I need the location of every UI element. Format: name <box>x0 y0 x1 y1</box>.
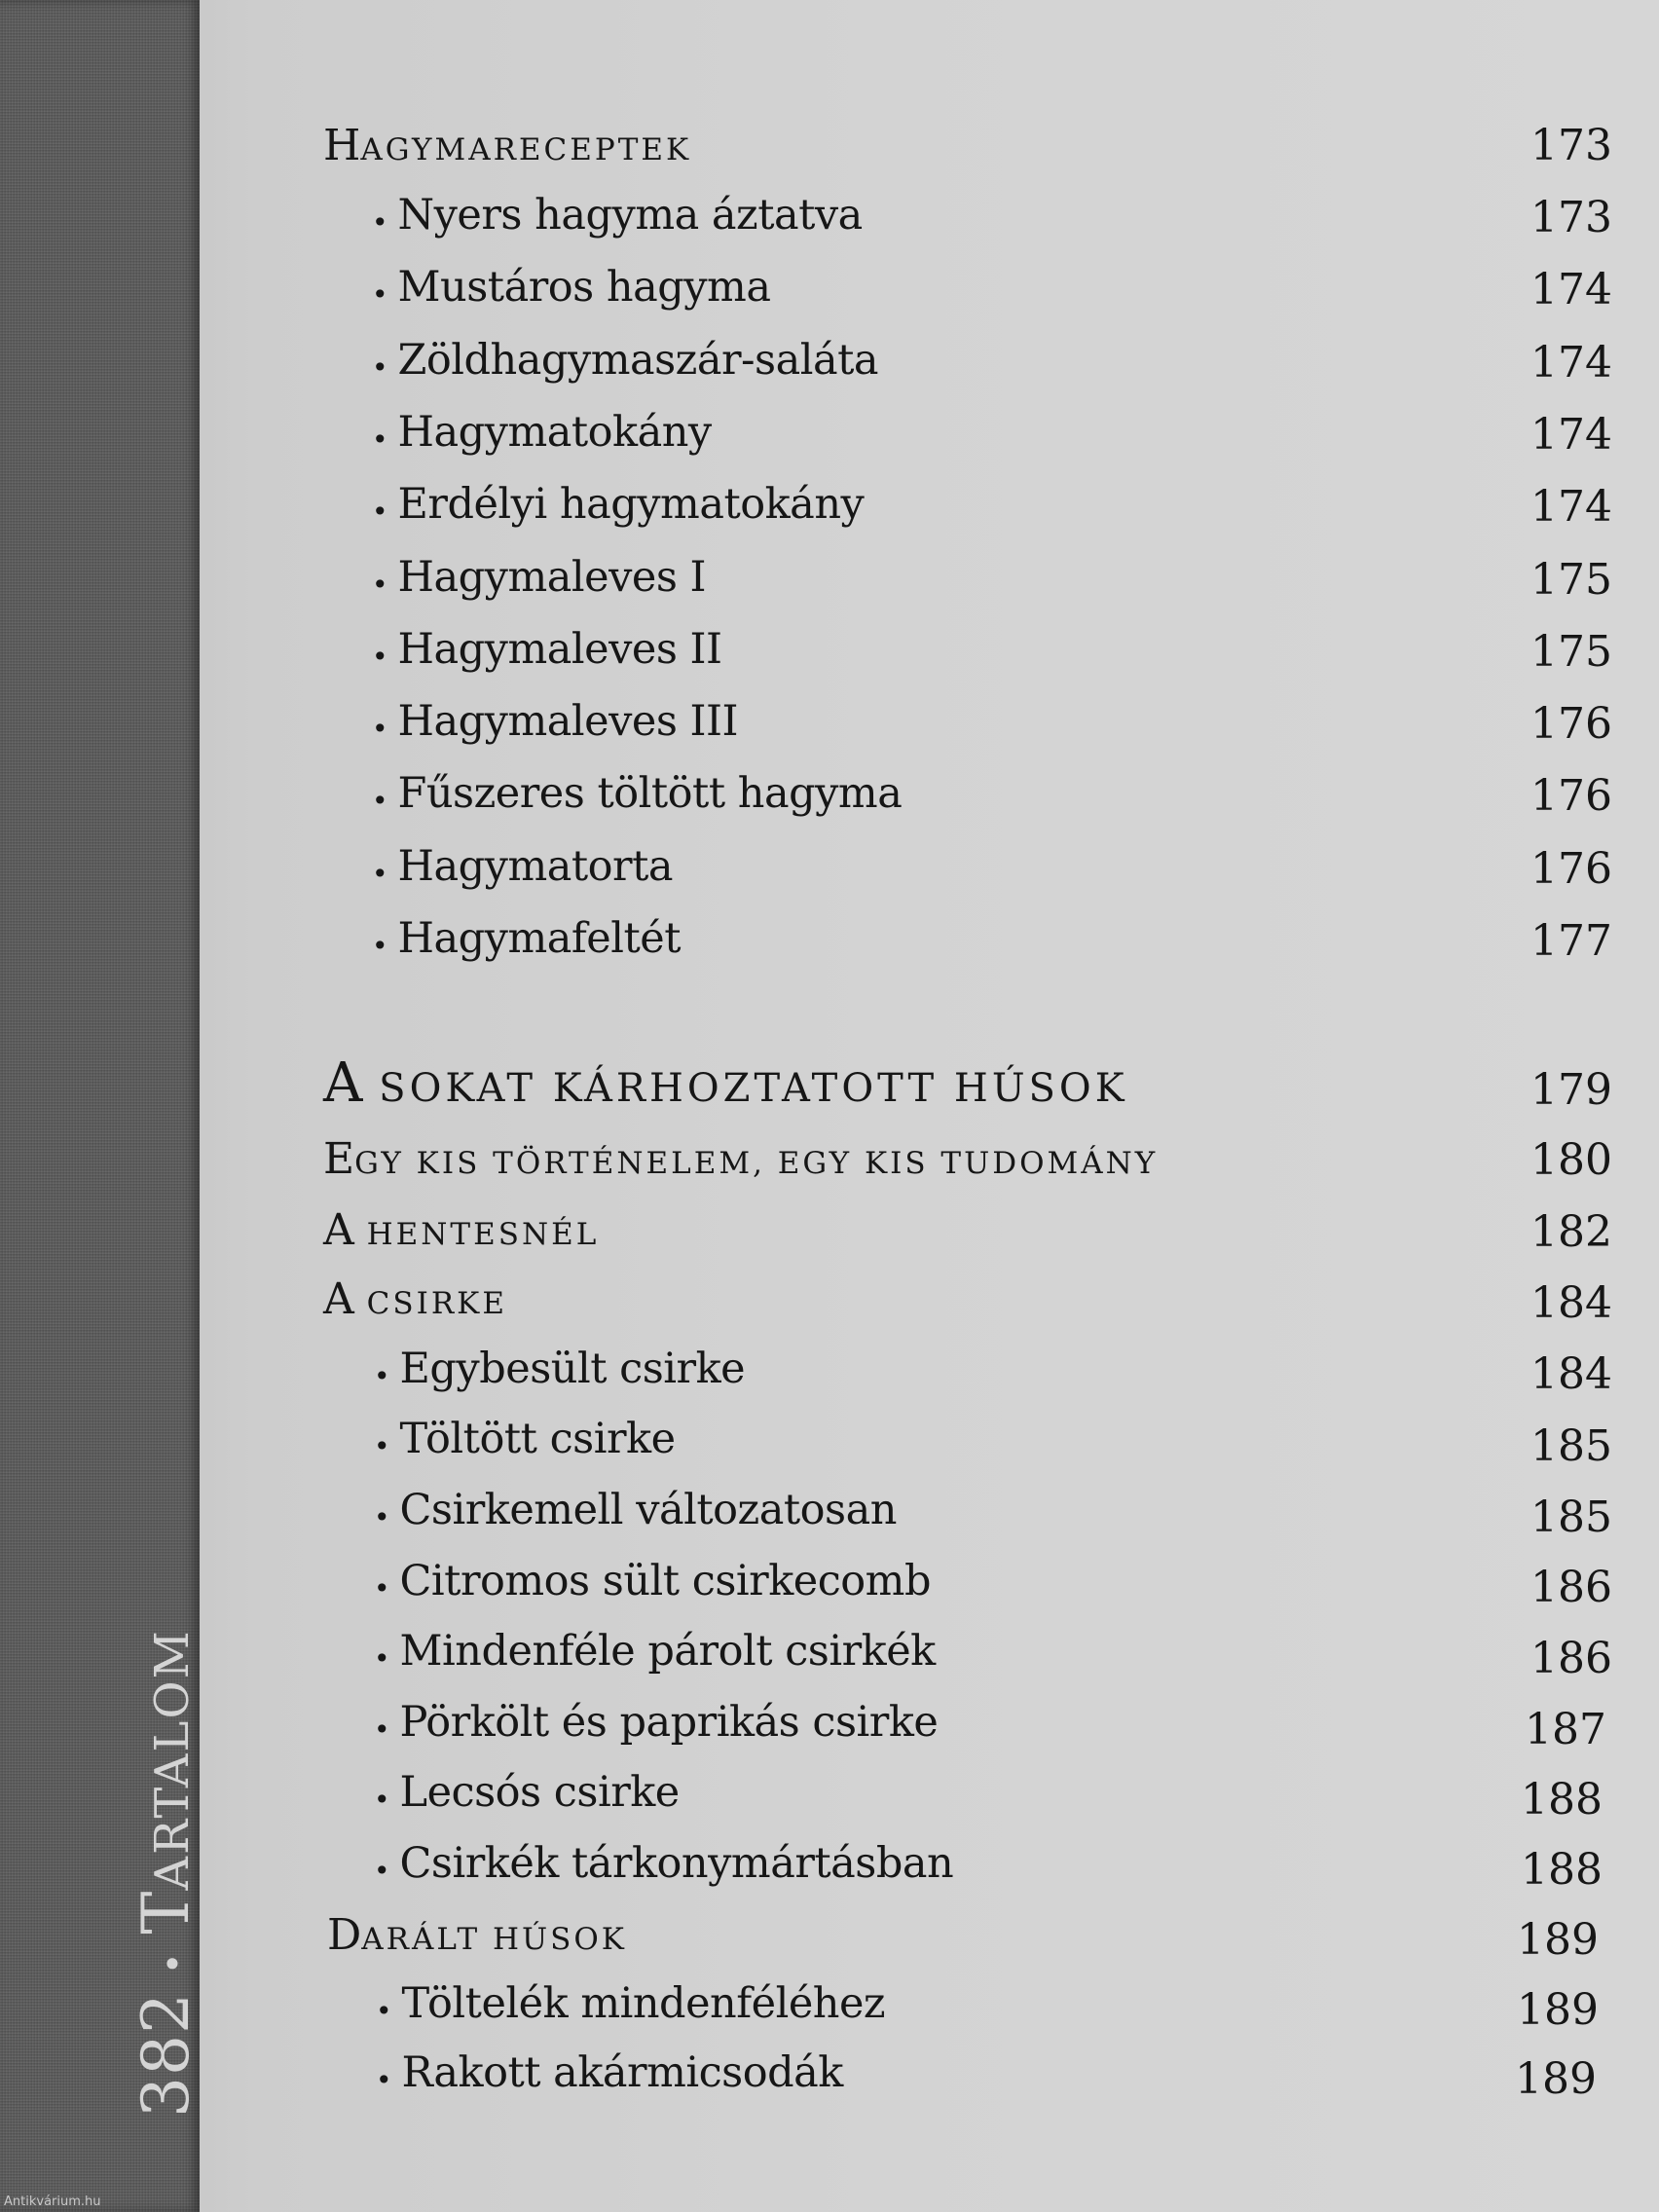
toc-recipe-item: • Rakott akármicsodák <box>376 2048 843 2097</box>
toc-recipe-item: • Mindenféle párolt csirkék <box>374 1627 936 1676</box>
toc-page-number: 174 <box>1530 338 1612 387</box>
toc-page-number: 184 <box>1530 1349 1612 1399</box>
toc-page-number: 173 <box>1530 121 1612 170</box>
toc-page-number: 179 <box>1530 1065 1612 1115</box>
toc-recipe-item: • Csirkemell változatosan <box>374 1486 897 1534</box>
toc-recipe-item: • Csirkék tárkonymártásban <box>374 1839 954 1888</box>
toc-recipe-item: • Hagymaleves II <box>372 625 722 674</box>
bullet-icon: • <box>372 857 388 890</box>
toc-page-number: 175 <box>1530 627 1612 677</box>
toc-section-heading: HAGYMARECEPTEK <box>323 121 692 170</box>
toc-section-heading: A HENTESNÉL <box>323 1205 600 1255</box>
toc-recipe-item: • Hagymafeltét <box>372 914 682 963</box>
toc-recipe-item: • Fűszeres töltött hagyma <box>372 769 903 818</box>
watermark: Antikvárium.hu <box>4 2194 101 2209</box>
bullet-icon: • <box>374 1783 390 1816</box>
toc-page-number: 186 <box>1530 1634 1612 1683</box>
running-title-rest: ARTALOM <box>145 1629 200 1891</box>
toc-page-number: 185 <box>1530 1421 1612 1471</box>
toc-page-number: 176 <box>1530 844 1612 894</box>
bullet-icon: • <box>372 712 388 745</box>
toc-recipe-item: • Töltött csirke <box>374 1415 676 1463</box>
bullet-icon: • <box>372 784 388 817</box>
bullet-icon: • <box>372 495 388 528</box>
toc-page-number: 175 <box>1530 555 1612 605</box>
toc-chapter-heading: A SOKAT KÁRHOZTATOTT HÚSOK <box>323 1051 1128 1115</box>
toc-section-heading: EGY KIS TÖRTÉNELEM, EGY KIS TUDOMÁNY <box>323 1134 1159 1184</box>
toc-section-heading: DARÁLT HÚSOK <box>327 1910 627 1960</box>
toc-recipe-item: • Erdélyi hagymatokány <box>372 480 865 529</box>
toc-recipe-item: • Hagymaleves III <box>372 697 739 746</box>
toc-page-number: 174 <box>1530 265 1612 314</box>
running-title-initial: T <box>129 1890 203 1935</box>
toc-recipe-item: • Egybesült csirke <box>374 1345 746 1393</box>
bullet-icon: • <box>372 350 388 384</box>
bullet-icon: • <box>374 1641 390 1675</box>
toc-page-number: 176 <box>1530 699 1612 749</box>
bullet-icon: • <box>372 205 388 239</box>
bullet-icon: • <box>372 929 388 962</box>
toc-page-number: 177 <box>1530 916 1612 966</box>
toc-page-number: 180 <box>1530 1135 1612 1185</box>
bullet-icon: • <box>372 277 388 311</box>
toc-recipe-item: • Hagymaleves I <box>372 553 707 602</box>
toc-page-number: 186 <box>1530 1563 1612 1612</box>
toc-recipe-item: • Hagymatorta <box>372 842 674 891</box>
toc-section-heading: A CSIRKE <box>323 1274 507 1324</box>
toc-page-number: 189 <box>1517 1985 1599 2035</box>
bullet-icon: • <box>374 1359 390 1392</box>
toc-page-number: 173 <box>1530 193 1612 242</box>
toc-recipe-item: • Citromos sült csirkecomb <box>374 1557 931 1605</box>
toc-page-number: 188 <box>1521 1845 1603 1895</box>
toc-page-number: 189 <box>1515 2054 1597 2104</box>
toc-recipe-item: • Nyers hagyma áztatva <box>372 191 863 240</box>
toc-page-number: 174 <box>1530 410 1612 460</box>
toc-page-number: 189 <box>1517 1915 1599 1965</box>
toc-page-number: 176 <box>1530 771 1612 821</box>
toc-recipe-item: • Töltelék mindenféléhez <box>376 1979 886 2028</box>
bullet-icon: • <box>374 1500 390 1533</box>
bullet-icon: • <box>376 1994 392 2027</box>
bullet-icon: • <box>374 1713 390 1746</box>
running-page-number: 382 <box>129 1992 203 2118</box>
toc-page-number: 184 <box>1530 1278 1612 1328</box>
toc-recipe-item: • Lecsós csirke <box>374 1768 680 1817</box>
toc-page-number: 185 <box>1530 1493 1612 1542</box>
toc-recipe-item: • Zöldhagymaszár-saláta <box>372 336 879 385</box>
toc-page-number: 188 <box>1521 1775 1603 1825</box>
toc-page-number: 182 <box>1530 1207 1612 1257</box>
bullet-icon: • <box>374 1429 390 1462</box>
running-separator: • <box>151 1951 195 1975</box>
bullet-icon: • <box>376 2063 392 2096</box>
bullet-icon: • <box>372 423 388 456</box>
bullet-icon: • <box>372 568 388 601</box>
toc-page-number: 187 <box>1525 1705 1606 1754</box>
toc-recipe-item: • Hagymatokány <box>372 408 712 457</box>
bullet-icon: • <box>372 640 388 673</box>
bullet-icon: • <box>374 1854 390 1887</box>
toc-page-number: 174 <box>1530 482 1612 532</box>
toc-recipe-item: • Pörkölt és paprikás csirke <box>374 1698 939 1747</box>
toc-recipe-item: • Mustáros hagyma <box>372 263 771 312</box>
bullet-icon: • <box>374 1571 390 1604</box>
